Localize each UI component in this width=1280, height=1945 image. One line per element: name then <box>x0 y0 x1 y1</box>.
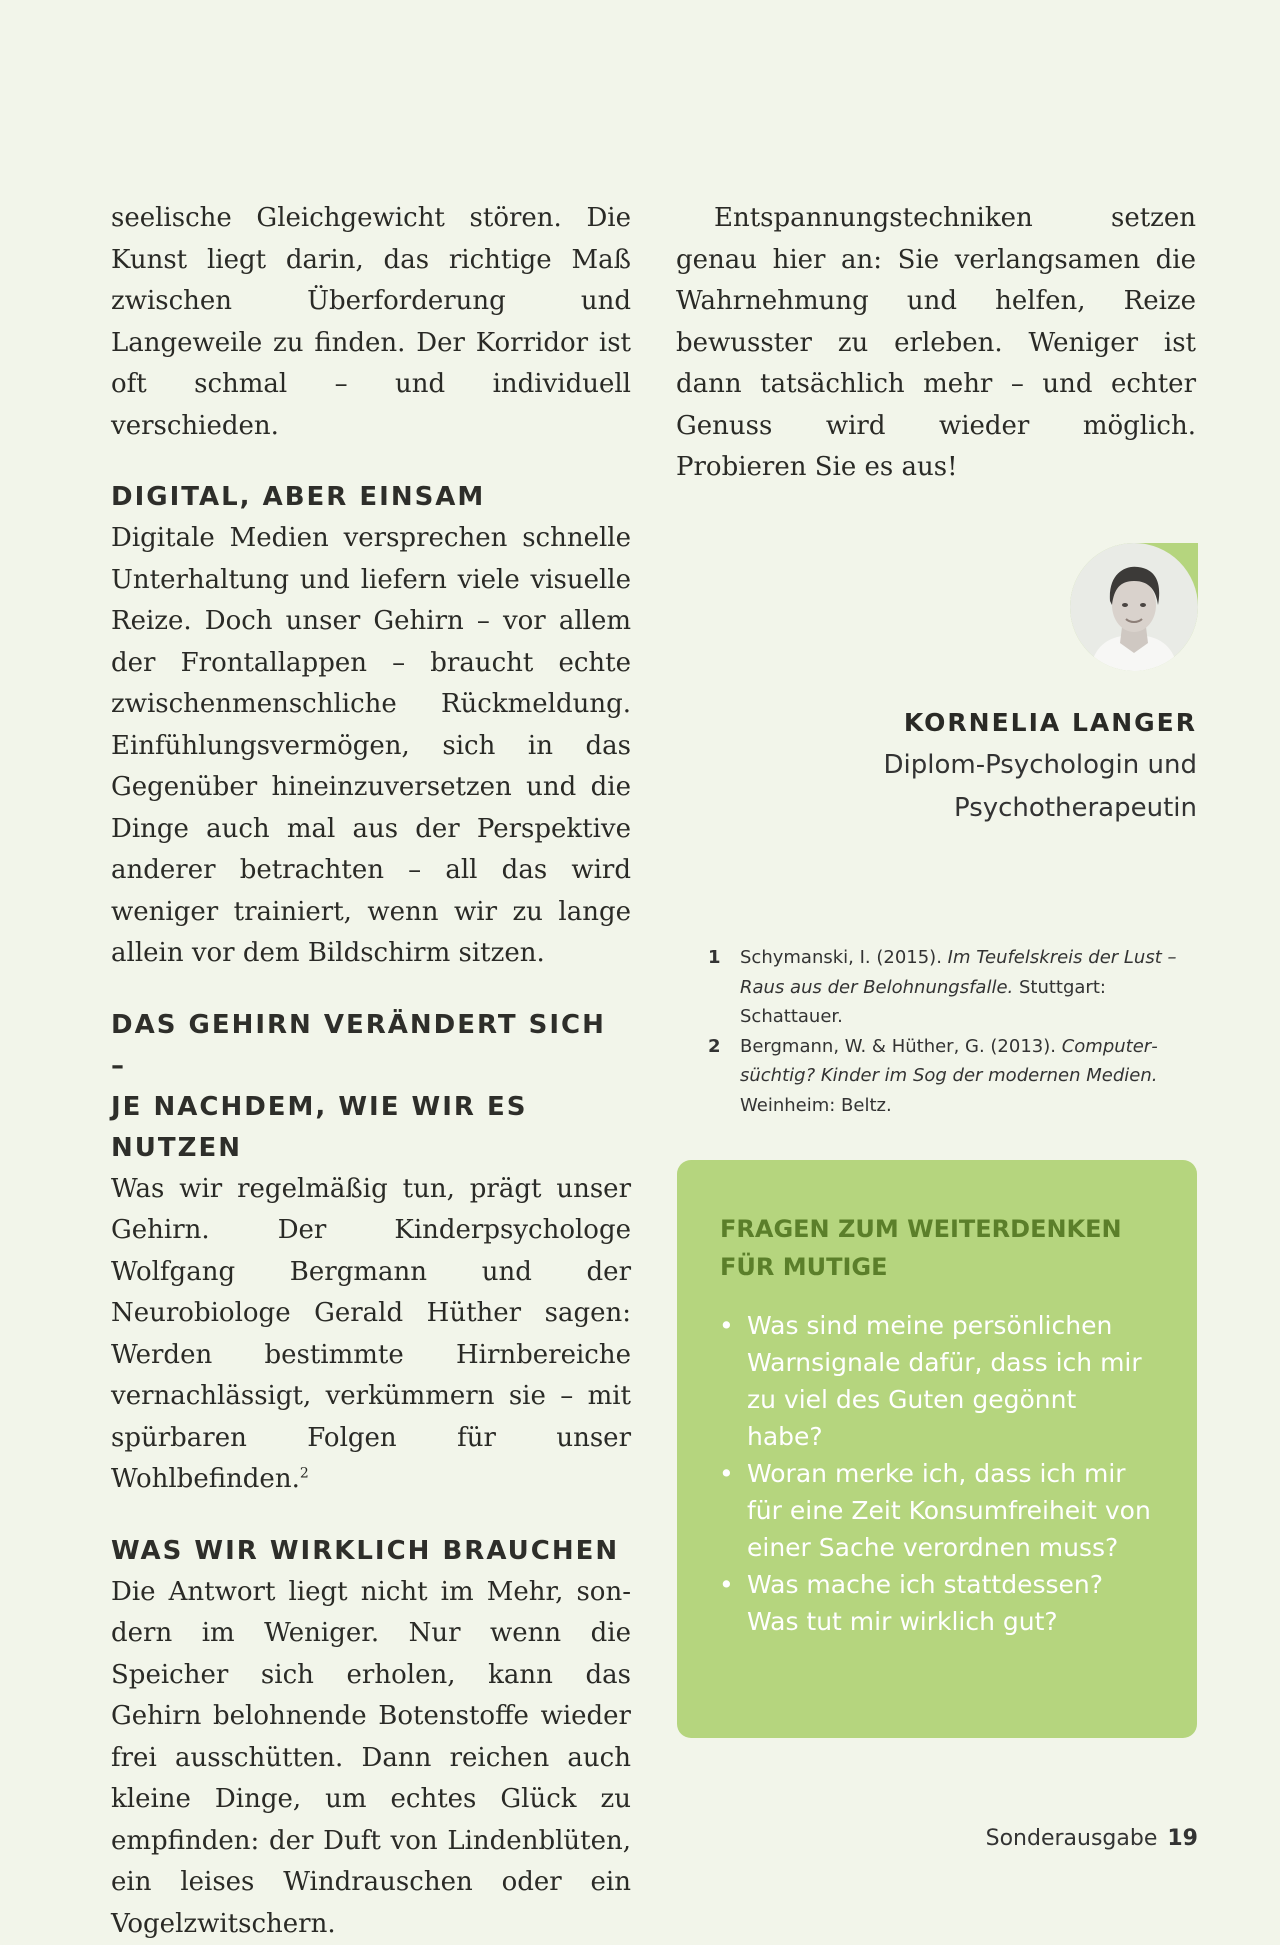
list-item <box>717 1566 1157 1640</box>
question-text: Woran merke ich, dass ich mir für eine Zeit Konsumfreiheit von einer Sache verordnen muss? <box>747 1459 1151 1562</box>
question-text: Was mache ich stattdessen? Was tut mir wirklich gut? <box>747 1570 1103 1636</box>
footnote-publisher: Weinheim: Beltz. <box>740 1095 892 1116</box>
questions-box-title <box>720 1210 1160 1286</box>
paragraph-entspannung: Entspannungstechniken setzen genau hier an: Sie verlangsamen die Wahrnehmung und helfen, Reize bewusster zu erleben. Weniger ist dann tatsächlich mehr – und echter Genuss wird wieder möglich. Probieren Sie es aus! <box>676 198 1196 489</box>
author-role-line2: Psychotherapeutin <box>697 787 1197 830</box>
paragraph-brauchen: Die Antwort liegt nicht im Mehr, sondern im Weniger. Nur wenn die Speicher sich erholen, kann das Gehirn belohnende Botenstoffe wieder frei ausschütten. Dann reichen auch kleine Dinge, um echtes Glück zu empfinden: der Duft von Lindenblüten, ein leises Windrauschen oder ein Vogelzwitschern. <box>111 1572 631 1945</box>
portrait-photo-icon <box>1070 543 1198 671</box>
heading-was-wir-brauchen: WAS WIR WIRKLICH BRAUCHEN <box>111 1531 631 1572</box>
page-footer <box>986 1826 1198 1851</box>
paragraph-gehirn <box>111 1169 631 1501</box>
footnote-number: 2 <box>708 1032 721 1062</box>
left-column <box>111 198 631 1945</box>
questions-list <box>717 1307 1157 1640</box>
footnote-author: Schymanski, I. (2015). <box>740 947 948 968</box>
paragraph-digital: Digitale Medien versprechen schnelle Unterhaltung und liefern viele visuelle Reize. Doch unser Gehirn – vor allem der Frontallappen – braucht echte zwischenmenschliche Rückmeldung. Einfühlungsvermögen, sich in das Gegenüber hineinzuversetzen und die Dinge auch mal aus der Perspektive anderer betrachten – all das wird weniger trainiert, wenn wir zu lange allein vor dem Bildschirm sitzen. <box>111 518 631 975</box>
questions-box <box>677 1160 1197 1738</box>
author-role-line1: Diplom-Psychologin und <box>697 744 1197 787</box>
bullet-icon: • <box>719 1307 734 1344</box>
intro-paragraph: seelische Gleichgewicht stören. Die Kunst liegt darin, das richtige Maß zwischen Überforderung und Langeweile zu finden. Der Korridor ist oft schmal – und individuell verschieden. <box>111 198 631 447</box>
list-item <box>717 1307 1157 1455</box>
bullet-icon: • <box>719 1566 734 1603</box>
footnote-1 <box>712 943 1182 1032</box>
footnote-ref-2: 2 <box>300 1465 309 1481</box>
publication-label: Sonderausgabe <box>986 1826 1158 1851</box>
questions-title-line2: FÜR MUTIGE <box>720 1248 1160 1286</box>
question-text: Was sind meine persönlichen Warnsignale dafür, dass ich mir zu viel des Guten gegönnt habe? <box>747 1311 1142 1451</box>
footnote-publisher: Stuttgart: Schattauer. <box>740 977 1106 1028</box>
footnote-2 <box>712 1032 1182 1121</box>
footnote-author: Bergmann, W. & Hüther, G. (2013). <box>740 1036 1062 1057</box>
author-credit <box>697 702 1197 830</box>
footnote-title: Im Teufelskreis der Lust – Raus aus der Belohnungsfalle. <box>740 947 1176 998</box>
bullet-icon: • <box>719 1455 734 1492</box>
heading-digital-aber-einsam: DIGITAL, ABER EINSAM <box>111 477 631 518</box>
page-number: 19 <box>1167 1826 1198 1851</box>
author-portrait <box>1070 543 1198 671</box>
author-name: KORNELIA LANGER <box>697 702 1197 744</box>
questions-title-line1: FRAGEN ZUM WEITERDENKEN <box>720 1210 1160 1248</box>
avatar <box>1070 543 1198 671</box>
right-column <box>676 198 1196 489</box>
footnote-title: Computersüchtig? Kinder im Sog der modernen Medien. <box>740 1036 1158 1087</box>
heading-gehirn-veraendert-line2: JE NACHDEM, WIE WIR ES NUTZEN <box>111 1087 631 1169</box>
list-item <box>717 1455 1157 1566</box>
footnotes <box>712 943 1182 1120</box>
heading-gehirn-veraendert-line1: DAS GEHIRN VERÄNDERT SICH – <box>111 1005 631 1087</box>
footnote-number: 1 <box>708 943 721 973</box>
paragraph-gehirn-text: Was wir regelmäßig tun, prägt unser Gehirn. Der Kinderpsychologe Wolfgang Bergmann und der Neurobiologe Gerald Hüther sagen: Werden bestimmte Hirnbereiche vernachlässigt, verkümmern sie – mit spürbaren Folgen für unser Wohlbefinden. <box>111 1174 631 1495</box>
